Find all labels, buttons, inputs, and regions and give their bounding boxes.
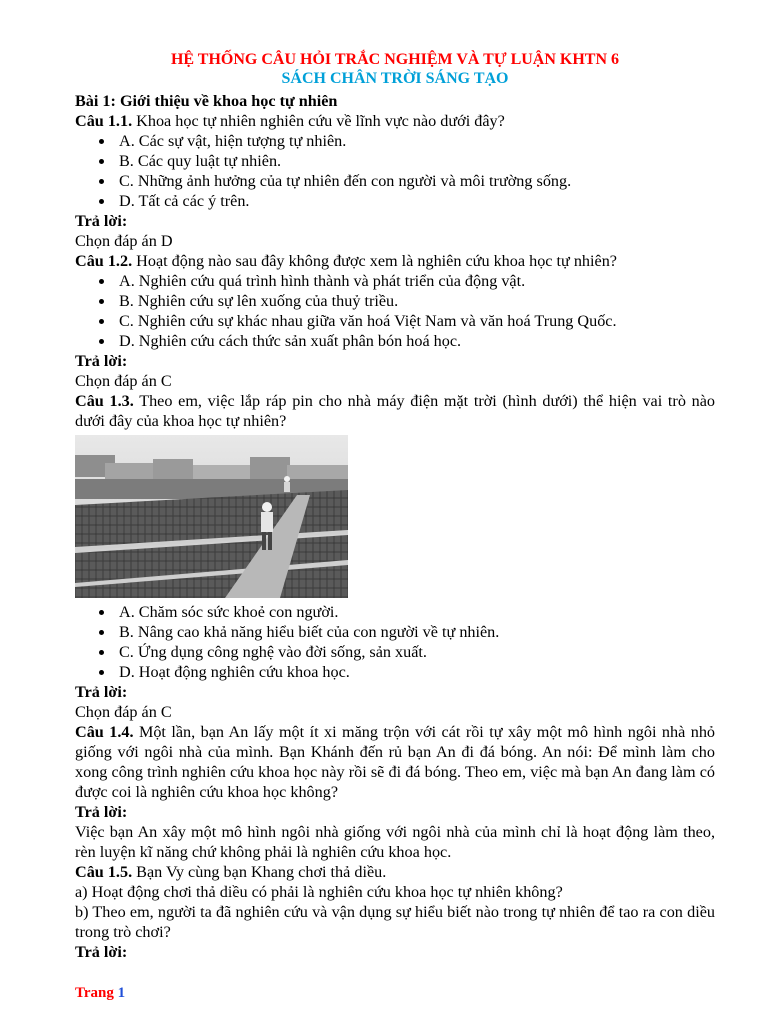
option: D. Tất cả các ý trên. <box>75 191 715 211</box>
answer-label: Trả lời: <box>75 803 128 821</box>
option: C. Nghiên cứu sự khác nhau giữa văn hoá Việt Nam và văn hoá Trung Quốc. <box>75 311 715 331</box>
option: B. Nâng cao khả năng hiểu biết của con người về tự nhiên. <box>75 622 715 642</box>
question-1-2-options <box>75 271 715 351</box>
question-text: Bạn Vy cùng bạn Khang chơi thả diều. <box>132 863 387 881</box>
option: C. Ứng dụng công nghệ vào đời sống, sản xuất. <box>75 642 715 662</box>
question-number: Câu 1.2. <box>75 252 133 270</box>
answer-label: Trả lời: <box>75 683 128 701</box>
document-title: HỆ THỐNG CÂU HỎI TRẮC NGHIỆM VÀ TỰ LUẬN KHTN 6 <box>170 51 620 68</box>
question-text: Một lần, bạn An lấy một ít xi măng trộn với cát rồi tự xây một mô hình ngôi nhà nhỏ giống với ngôi nhà của mình. Bạn Khánh đến rủ bạn An đi đá bóng. An nói: Để mình làm cho xong công trình nghiên cứu khoa học này rồi sẽ đi đá bóng. Theo em, việc mà bạn An đang làm có được coi là nghiên cứu khoa học không? <box>75 723 716 801</box>
page-footer <box>75 983 125 1003</box>
option: D. Hoạt động nghiên cứu khoa học. <box>75 662 715 682</box>
question-number: Câu 1.5. <box>75 863 133 881</box>
question-1-3-options <box>75 602 715 682</box>
option: A. Nghiên cứu quá trình hình thành và phát triển của động vật. <box>75 271 715 291</box>
answer-label: Trả lời: <box>75 212 128 230</box>
answer-text: Việc bạn An xây một mô hình ngôi nhà giống với ngôi nhà của mình chỉ là hoạt động làm theo, rèn luyện kĩ năng chứ không phải là nghiên cứu khoa học. <box>75 823 715 861</box>
question-1-3 <box>75 391 715 431</box>
worker-figure <box>284 476 290 492</box>
question-1-5 <box>75 862 715 882</box>
question-number: Câu 1.4. <box>75 723 134 741</box>
page-number: 1 <box>117 985 126 1001</box>
option: B. Nghiên cứu sự lên xuống của thuỷ triều. <box>75 291 715 311</box>
solar-panel-photo <box>75 435 348 598</box>
question-1-4 <box>75 722 715 802</box>
document-page <box>75 50 715 962</box>
answer-label: Trả lời: <box>75 352 128 370</box>
question-text: Hoạt động nào sau đây không được xem là nghiên cứu khoa học tự nhiên? <box>132 252 617 270</box>
question-text: Khoa học tự nhiên nghiên cứu về lĩnh vực nào dưới đây? <box>132 112 505 130</box>
question-part-b: b) Theo em, người ta đã nghiên cứu và vận dụng sự hiểu biết nào trong tự nhiên để tao ra con diều trong trò chơi? <box>75 903 715 941</box>
answer-text: Chọn đáp án D <box>75 232 173 250</box>
question-number: Câu 1.3. <box>75 392 134 410</box>
lesson-heading: Bài 1: Giới thiệu về khoa học tự nhiên <box>75 92 338 110</box>
option: A. Các sự vật, hiện tượng tự nhiên. <box>75 131 715 151</box>
option: A. Chăm sóc sức khoẻ con người. <box>75 602 715 622</box>
option: B. Các quy luật tự nhiên. <box>75 151 715 171</box>
question-number: Câu 1.1. <box>75 112 133 130</box>
question-1-2 <box>75 251 715 271</box>
question-text: Theo em, việc lắp ráp pin cho nhà máy điện mặt trời (hình dưới) thể hiện vai trò nào dưới đây của khoa học tự nhiên? <box>75 392 715 430</box>
answer-text: Chọn đáp án C <box>75 372 172 390</box>
page-label: Trang <box>75 985 118 1001</box>
question-part-a: a) Hoạt động chơi thả diều có phải là nghiên cứu khoa học tự nhiên không? <box>75 883 563 901</box>
document-subtitle: SÁCH CHÂN TRỜI SÁNG TẠO <box>281 70 509 87</box>
option: C. Những ảnh hưởng của tự nhiên đến con người và môi trường sống. <box>75 171 715 191</box>
question-1-1-options <box>75 131 715 211</box>
option: D. Nghiên cứu cách thức sản xuất phân bón hoá học. <box>75 331 715 351</box>
answer-label: Trả lời: <box>75 943 128 961</box>
question-1-1 <box>75 111 715 131</box>
answer-text: Chọn đáp án C <box>75 703 172 721</box>
